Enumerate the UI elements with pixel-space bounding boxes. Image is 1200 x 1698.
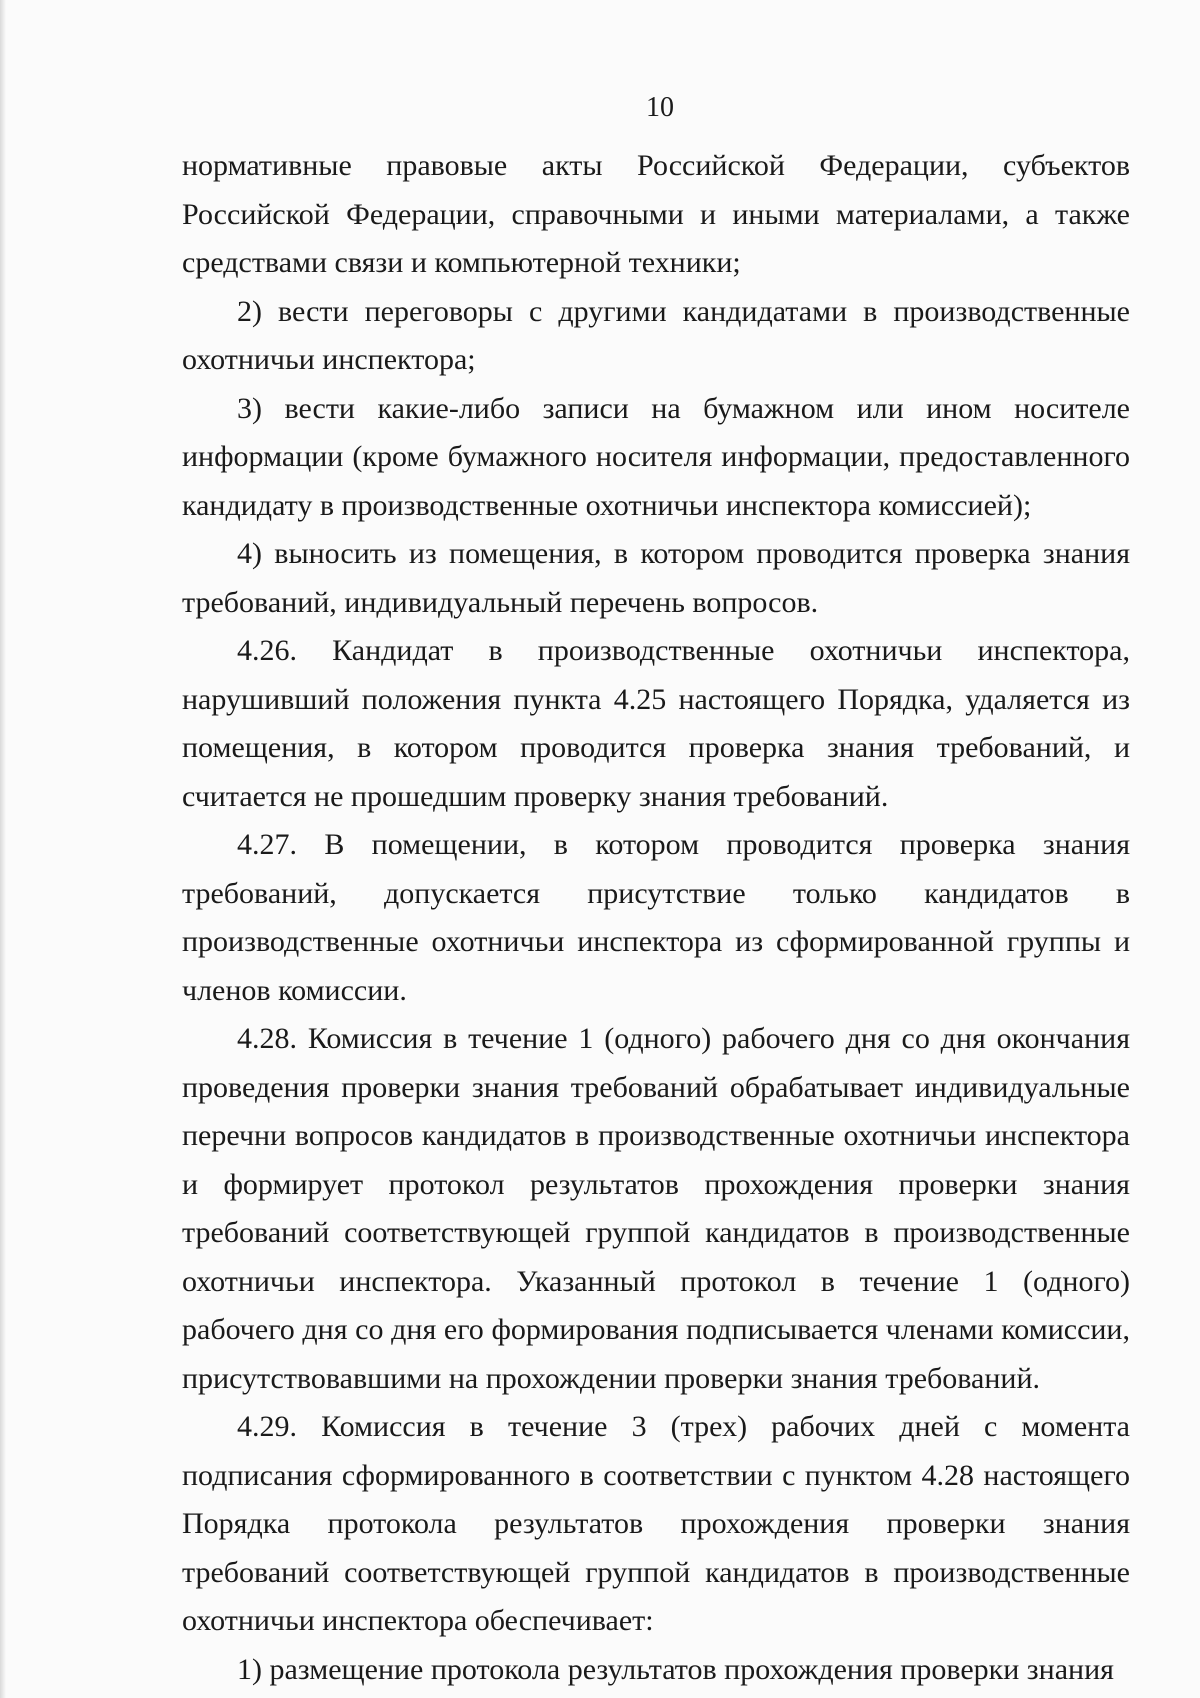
paragraph-item-2: 2) вести переговоры с другими кандидатами в производственные охотничьи инспектора; [182, 294, 1130, 376]
paragraph-item-1: 1) размещение протокола результатов прохождения проверки знания [237, 1652, 1114, 1686]
paragraph-item-4: 4) выносить из помещения, в котором проводится проверка знания требований, индивидуальный перечень вопросов. [182, 537, 1130, 619]
paragraph-4-26: 4.26. Кандидат в производственные охотничьи инспектора, нарушивший положения пункта 4.25 настоящего Порядка, удаляется из помещения, в котором проводится проверка знания требований, и считается не прошедшим проверку знания требований. [182, 634, 1130, 813]
document-body [182, 142, 1130, 1694]
scan-edge-shadow [0, 0, 6, 1698]
paragraph-continuation: нормативные правовые акты Российской Федерации, субъектов Российской Федерации, справочными и иными материалами, а также средствами связи и компьютерной техники; [182, 149, 1130, 279]
paragraph-4-27: 4.27. В помещении, в котором проводится проверка знания требований, допускается присутствие только кандидатов в производственные охотничьи инспектора из сформированной группы и членов комиссии. [182, 828, 1130, 1007]
paragraph-4-28: 4.28. Комиссия в течение 1 (одного) рабочего дня со дня окончания проведения проверки знания требований обрабатывает индивидуальные перечни вопросов кандидатов в производственные охотничьи инспектора и формирует протокол результатов прохождения проверки знания требований соответствующей группой кандидатов в производственные охотничьи инспектора. Указанный протокол в течение 1 (одного) рабочего дня со дня его формирования подписывается членами комиссии, присутствовавшими на прохождении проверки знания требований. [182, 1022, 1130, 1395]
paragraph-4-29: 4.29. Комиссия в течение 3 (трех) рабочих дней с момента подписания сформированного в соответствии с пунктом 4.28 настоящего Порядка протокола результатов прохождения проверки знания требований соответствующей группой кандидатов в производственные охотничьи инспектора обеспечивает: [182, 1410, 1130, 1637]
page-number: 10 [646, 92, 674, 123]
paragraph-item-3: 3) вести какие-либо записи на бумажном или ином носителе информации (кроме бумажного носителя информации, предоставленного кандидату в производственные охотничьи инспектора комиссией); [182, 391, 1130, 522]
